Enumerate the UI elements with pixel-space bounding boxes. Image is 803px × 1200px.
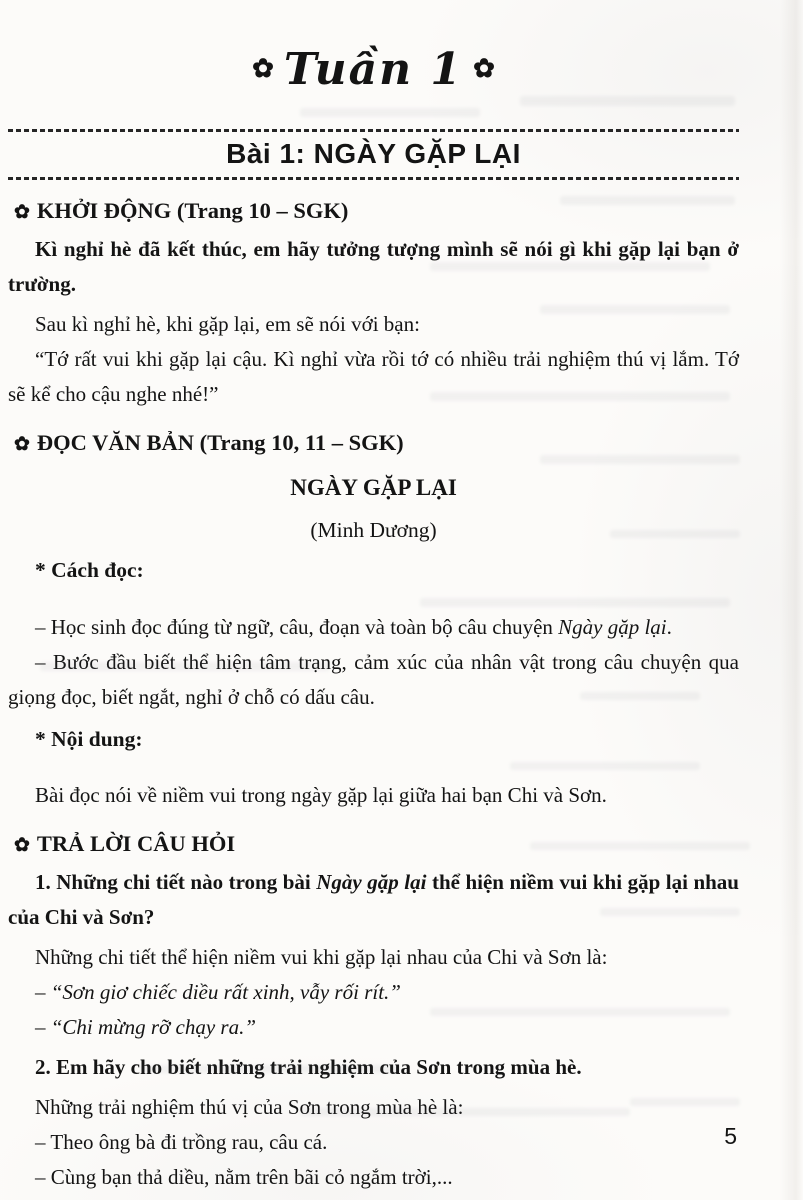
noi-dung-text: Bài đọc nói về niềm vui trong ngày gặp lại giữa hai bạn Chi và Sơn. (35, 783, 607, 807)
dash-run: – (35, 980, 51, 1004)
reading-text-title: NGÀY GẶP LẠI (290, 475, 457, 500)
section-heading-text: ĐỌC VĂN BẢN (Trang 10, 11 – SGK) (36, 430, 404, 455)
cach-doc-label: * Cách đọc: (35, 558, 144, 582)
section-heading-text: KHỞI ĐỘNG (Trang 10 – SGK) (36, 198, 349, 223)
italic-title-run: Ngày gặp lại (558, 614, 667, 639)
answer-1-item (8, 975, 739, 1010)
answer-2-item: – Theo ông bà đi trồng rau, câu cá. (35, 1130, 328, 1154)
page-number: 5 (724, 1123, 737, 1149)
answer-quote: “Tớ rất vui khi gặp lại cậu. Kì nghỉ vừa rồi tớ có nhiều trải nghiệm thú vị lắm. Tớ sẽ kể cho cậu nghe nhé!” (8, 347, 739, 406)
text-run: thể hiện niềm vui khi gặp lại nhau của Chi và Sơn? (8, 870, 739, 929)
question-2: 2. Em hãy cho biết những trải nghiệm của Sơn trong mùa hè. (35, 1055, 582, 1079)
flower-bullet-icon: ✿ (14, 835, 30, 856)
answer-1-item (8, 1010, 739, 1045)
dash-run: – (35, 1015, 51, 1039)
question-1 (8, 865, 739, 935)
section-heading-text: TRẢ LỜI CÂU HỎI (36, 831, 236, 856)
quote-run: “Sơn giơ chiếc diều rất xinh, vẫy rối rít.” (50, 980, 401, 1004)
italic-title-run: Ngày gặp lại (316, 870, 427, 894)
lesson-title: Bài 1: NGÀY GẶP LẠI (226, 138, 521, 169)
answer-lead-in: Sau kì nghỉ hè, khi gặp lại, em sẽ nói với bạn: (35, 312, 420, 336)
flower-bullet-icon: ✿ (14, 434, 30, 455)
flower-bullet-icon: ✿ (14, 202, 30, 223)
answer-1-intro: Những chi tiết thể hiện niềm vui khi gặp lại nhau của Chi và Sơn là: (35, 945, 608, 969)
flower-ornament-icon: ✿ (252, 54, 274, 84)
quote-run: “Chi mừng rỡ chạy ra.” (50, 1015, 257, 1039)
section-heading-khoi-dong (14, 196, 739, 228)
text-run: . (666, 614, 672, 639)
flower-ornament-icon: ✿ (473, 54, 495, 84)
week-title-text: Tuần 1 (283, 44, 464, 95)
reading-text-author: (Minh Dương) (310, 518, 437, 542)
section-heading-doc-van-ban (14, 428, 739, 460)
cach-doc-item (8, 610, 739, 645)
section-heading-tra-loi (14, 829, 739, 861)
cach-doc-item: – Bước đầu biết thể hiện tâm trạng, cảm xúc của nhân vật trong câu chuyện qua giọng đọc, biết ngắt, nghỉ ở chỗ có dấu câu. (8, 649, 739, 709)
text-run: – Học sinh đọc đúng từ ngữ, câu, đoạn và toàn bộ câu chuyện (35, 614, 559, 639)
noi-dung-label: * Nội dung: (35, 726, 143, 751)
dashed-divider (8, 177, 739, 180)
week-title (8, 44, 739, 95)
exercise-prompt: Kì nghỉ hè đã kết thúc, em hãy tưởng tượng mình sẽ nói gì khi gặp lại bạn ở trường. (8, 237, 739, 296)
answer-2-intro: Những trải nghiệm thú vị của Sơn trong mùa hè là: (35, 1095, 464, 1119)
answer-2-item: – Cùng bạn thả diều, nằm trên bãi cỏ ngắm trời,... (35, 1165, 453, 1189)
text-run: 1. Những chi tiết nào trong bài (35, 870, 317, 894)
